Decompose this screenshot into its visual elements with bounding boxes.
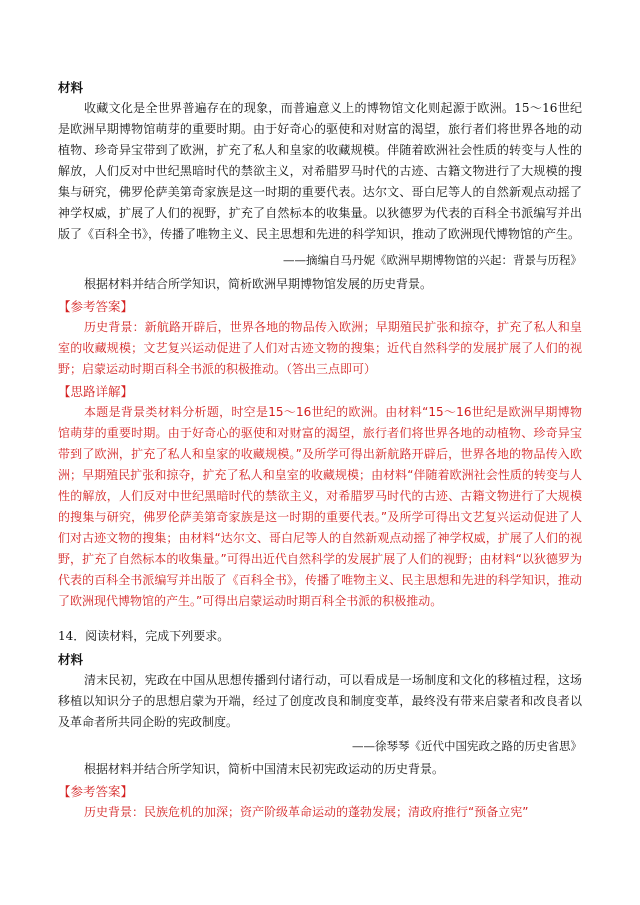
q13-answer-label: 【参考答案】	[58, 299, 134, 314]
q14-answer-text: 历史背景：民族危机的加深；资产阶级革命运动的蓬勃发展；清政府推行“预备立宪”	[84, 805, 529, 819]
q13-material-text: 收藏文化是全世界普遍存在的现象，而普遍意义上的博物馆文化则起源于欧洲。15～16世纪是欧洲早期博物馆萌芽的重要时期。由于好奇心的驱使和对财富的渴望，旅行者们将世界各地的动植物、珍奇异宝带到了欧洲，扩充了私人和皇家的收藏规模。伴随着欧洲社会性质的转变与人性的解放，人们反对中世纪黑暗时代的禁欲主义，对希腊罗马时代的古迹、古籍文物进行了大规模的搜集与研究，佛罗伦萨美第奇家族是这一时期的重要代表。达尔文、哥白尼等人的自然新观点动摇了神学权威，扩展了人们的视野，扩充了自然标本的收集量。以狄德罗为代表的百科全书派编写并出版了《百科全书》，传播了唯物主义、民主思想和先进的科学知识，推动了欧洲现代博物馆的产生。	[58, 101, 582, 241]
q13-analysis-label: 【思路详解】	[58, 384, 134, 399]
q13-material-label: 材料	[58, 80, 84, 95]
q13-source: ——摘编自马丹妮《欧洲早期博物馆的兴起：背景与历程》	[283, 253, 582, 267]
q14-material-text: 清末民初，宪政在中国从思想传播到付诸行动，可以看成是一场制度和文化的移植过程，这场移植以知识分子的思想启蒙为开端，经过了创度改良和制度变革，最终没有带来启蒙者和改良者以及革命者所共同企盼的宪政制度。	[58, 673, 582, 729]
q13-question: 根据材料并结合所学知识，简析欧洲早期博物馆发展的历史背景。	[84, 277, 433, 291]
q13-answer-text: 历史背景：新航路开辟后，世界各地的物品传入欧洲；早期殖民扩张和掠夺，扩充了私人和皇室的收藏规模；文艺复兴运动促进了人们对古迹文物的搜集；近代自然科学的发展扩展了人们的视野；启蒙运动时期百科全书派的积极推动。（答出三点即可）	[58, 320, 582, 376]
q14-source: ——徐琴琴《近代中国宪政之路的历史省思》	[352, 739, 582, 753]
q14-question: 根据材料并结合所学知识，简析中国清末民初宪政运动的历史背景。	[84, 762, 445, 776]
q14-heading: 14．阅读材料，完成下列要求。	[58, 629, 230, 643]
q14-material-label: 材料	[58, 652, 84, 667]
q14-answer-label: 【参考答案】	[58, 784, 134, 799]
q13-analysis-text: 本题是背景类材料分析题，时空是15～16世纪的欧洲。由材料“15～16世纪是欧洲早期博物馆萌芽的重要时期。由于好奇心的驱使和对财富的渴望，旅行者们将世界各地的动植物、珍奇异宝带到了欧洲，扩充了私人和皇家的收藏规模。”及所学可得出新航路开辟后，世界各地的物品传入欧洲；早期殖民扩张和掠夺，扩充了私人和皇室的收藏规模；由材料“伴随着欧洲社会性质的转变与人性的解放，人们反对中世纪黑暗时代的禁欲主义，对希腊罗马时代的古迹、古籍文物进行了大规模的搜集与研究，佛罗伦萨美第奇家族是这一时期的重要代表。”及所学可得出文艺复兴运动促进了人们对古迹文物的搜集；由材料“达尔文、哥白尼等人的自然新观点动摇了神学权威，扩展了人们的视野，扩充了自然标本的收集量。”可得出近代自然科学的发展扩展了人们的视野；由材料“以狄德罗为代表的百科全书派编写并出版了《百科全书》，传播了唯物主义、民主思想和先进的科学知识，推动了欧洲现代博物馆的产生。”可得出启蒙运动时期百科全书派的积极推动。	[58, 405, 583, 608]
